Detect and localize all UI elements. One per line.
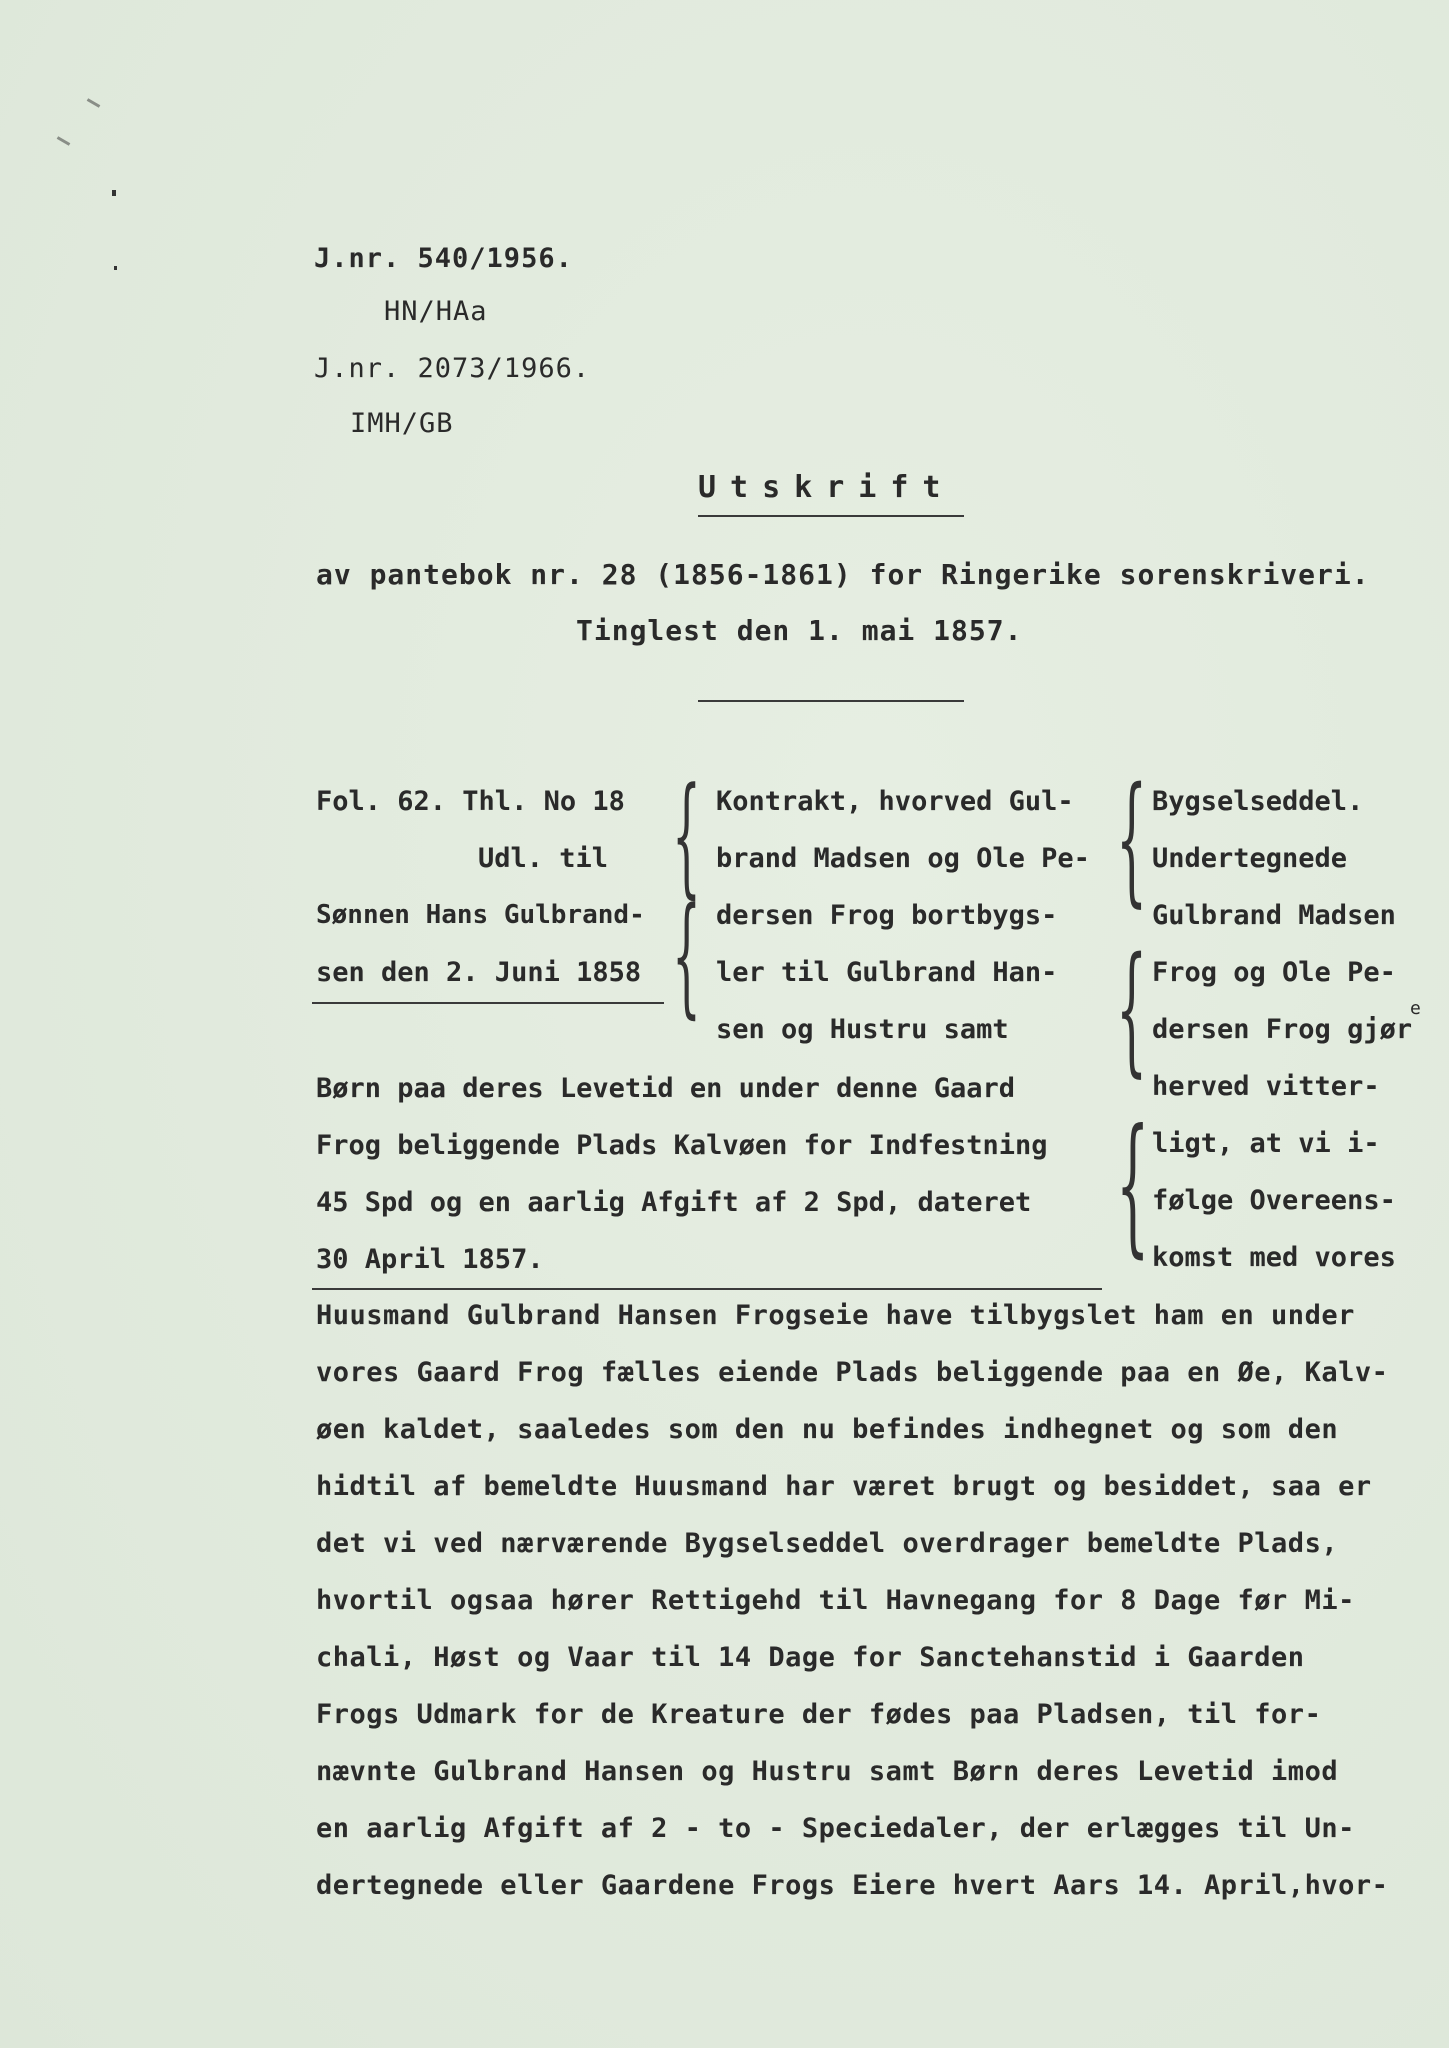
right-col-line: Undertegnede bbox=[1152, 843, 1348, 874]
body-line: Frogs Udmark for de Kreature der fødes paa Pladsen, til for- bbox=[316, 1699, 1322, 1730]
middle-col-line: sen og Hustru samt bbox=[716, 1014, 1009, 1045]
body-line: en aarlig Afgift af 2 - to - Speciedaler, der erlægges til Un- bbox=[316, 1813, 1355, 1844]
right-col-line: dersen Frog gjør bbox=[1152, 1014, 1413, 1045]
wide-line: 30 April 1857. bbox=[316, 1244, 544, 1275]
wide-lines bbox=[316, 1060, 1116, 1288]
title-underline bbox=[698, 515, 964, 517]
left-col-line: Fol. 62. Thl. No 18 bbox=[316, 786, 625, 817]
journal-number-2: J.nr. 2073/1966. bbox=[314, 353, 591, 384]
right-col-line: herved vitter- bbox=[1152, 1071, 1380, 1102]
middle-column bbox=[716, 773, 1116, 1058]
wide-lines-underline bbox=[312, 1288, 1102, 1290]
date-line: Tinglest den 1. mai 1857. bbox=[576, 614, 1023, 647]
left-column-underline bbox=[312, 1002, 664, 1004]
subtitle: av pantebok nr. 28 (1856-1861) for Ringerike sorenskriveri. bbox=[316, 558, 1370, 591]
wide-line: Frog beliggende Plads Kalvøen for Indfestning bbox=[316, 1130, 1048, 1161]
right-col-line: følge Overeens- bbox=[1152, 1185, 1396, 1216]
right-col-line: Gulbrand Madsen bbox=[1152, 900, 1396, 931]
right-column bbox=[1152, 773, 1442, 1286]
margin-mark bbox=[57, 136, 71, 146]
brace-left-lower: { bbox=[672, 879, 701, 1031]
divider bbox=[698, 700, 964, 702]
left-col-line: Udl. til bbox=[478, 843, 609, 874]
correction-mark: e bbox=[1410, 998, 1422, 1019]
initials-2: IMH/GB bbox=[350, 408, 454, 439]
middle-col-line: Kontrakt, hvorved Gul- bbox=[716, 786, 1074, 817]
body-line: dertegnede eller Gaardene Frogs Eiere hvert Aars 14. April,hvor- bbox=[316, 1870, 1389, 1901]
margin-mark bbox=[87, 98, 101, 108]
middle-col-line: dersen Frog bortbygs- bbox=[716, 900, 1058, 931]
left-col-line: sen den 2. Juni 1858 bbox=[316, 957, 642, 988]
wide-line: Børn paa deres Levetid en under denne Gaard bbox=[316, 1073, 1015, 1104]
left-column bbox=[316, 773, 666, 1001]
brace-right-3: { bbox=[1116, 1098, 1150, 1272]
journal-number-1: J.nr. 540/1956. bbox=[314, 243, 573, 274]
margin-mark bbox=[114, 266, 117, 270]
body-line: det vi ved nærværende Bygselseddel overdrager bemeldte Plads, bbox=[316, 1528, 1339, 1559]
wide-line: 45 Spd og en aarlig Afgift af 2 Spd, dateret bbox=[316, 1187, 1032, 1218]
body-line: vores Gaard Frog fælles eiende Plads beliggende paa en Øe, Kalv- bbox=[316, 1357, 1389, 1388]
body-line: chali, Høst og Vaar til 14 Dage for Sanctehanstid i Gaarden bbox=[316, 1642, 1305, 1673]
brace-right-2: { bbox=[1116, 928, 1148, 1091]
body-line: øen kaldet, saaledes som den nu befindes indhegnet og som den bbox=[316, 1414, 1339, 1445]
body-line: Huusmand Gulbrand Hansen Frogseie have tilbygslet ham en under bbox=[316, 1300, 1355, 1331]
body-line: hidtil af bemeldte Huusmand har været brugt og besiddet, saa er bbox=[316, 1471, 1372, 1502]
brace-right-1: { bbox=[1116, 758, 1148, 921]
body-line: nævnte Gulbrand Hansen og Hustru samt Børn deres Levetid imod bbox=[316, 1756, 1339, 1787]
document-title: Utskrift bbox=[698, 470, 955, 505]
right-col-line: komst med vores bbox=[1152, 1242, 1396, 1273]
left-col-line: Sønnen Hans Gulbrand- bbox=[316, 900, 645, 930]
margin-mark bbox=[112, 190, 116, 196]
right-col-line: Frog og Ole Pe- bbox=[1152, 957, 1396, 988]
right-col-line: Bygselseddel. bbox=[1152, 786, 1364, 817]
brace-left: { bbox=[672, 759, 701, 911]
right-col-line: ligt, at vi i- bbox=[1152, 1128, 1380, 1159]
middle-col-line: ler til Gulbrand Han- bbox=[716, 957, 1058, 988]
body-line: hvortil ogsaa hører Rettigehd til Havnegang for 8 Dage før Mi- bbox=[316, 1585, 1355, 1616]
initials-1: HN/HAa bbox=[384, 296, 488, 327]
middle-col-line: brand Madsen og Ole Pe- bbox=[716, 843, 1090, 874]
